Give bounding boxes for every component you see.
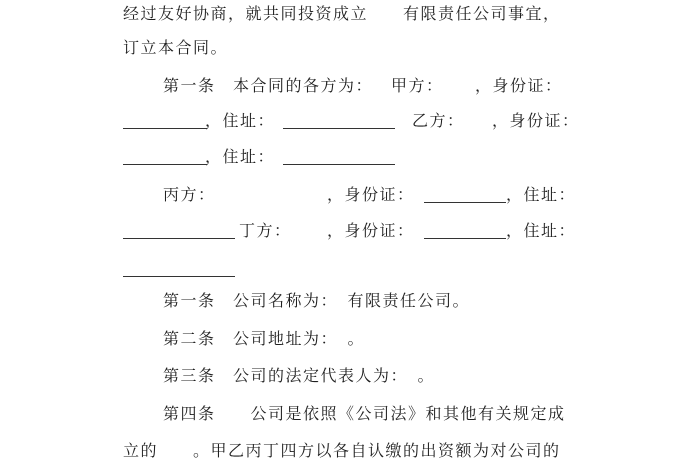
intro-line-1: 经过友好协商，就共同投资成立 有限责任公司事宜， — [123, 4, 561, 23]
party-c-id-label: ，身份证： — [327, 185, 415, 204]
party-b-address-label: ，住址： — [205, 147, 276, 166]
party-b-address-blank — [283, 164, 395, 165]
party-d-address-label: ，住址： — [506, 221, 577, 240]
party-c-address-label: ，住址： — [506, 185, 577, 204]
party-c-label: 丙方： — [163, 185, 216, 204]
article-4-line-2: 立的 。甲乙丙丁四方以各自认缴的出资额为对公司的 — [123, 441, 561, 460]
party-b-id-label: ，身份证： — [492, 111, 580, 130]
party-d-id-label: ，身份证： — [327, 221, 415, 240]
party-b-id-blank — [123, 164, 207, 165]
article-company-name: 第一条 公司名称为： 有限责任公司。 — [163, 291, 471, 310]
article-1-heading: 第一条 本合同的各方为： — [163, 76, 374, 95]
party-a-address-blank — [283, 128, 395, 129]
party-a-address-label: ，住址： — [205, 111, 276, 130]
party-c-id-blank — [424, 202, 506, 203]
intro-line-2: 订立本合同。 — [123, 38, 229, 57]
party-a-id-label: ，身份证： — [475, 76, 563, 95]
party-a-id-blank — [123, 128, 207, 129]
party-d-address-blank — [123, 276, 235, 277]
party-d-id-blank — [424, 238, 506, 239]
party-c-address-blank — [123, 238, 235, 239]
article-3: 第三条 公司的法定代表人为： 。 — [163, 366, 436, 385]
party-a-label: 甲方： — [391, 76, 444, 95]
article-2: 第二条 公司地址为： 。 — [163, 329, 366, 348]
article-4-line-1: 第四条 公司是依照《公司法》和其他有关规定成 — [163, 404, 566, 423]
party-d-label: 丁方： — [239, 221, 292, 240]
party-b-label: 乙方： — [412, 111, 465, 130]
